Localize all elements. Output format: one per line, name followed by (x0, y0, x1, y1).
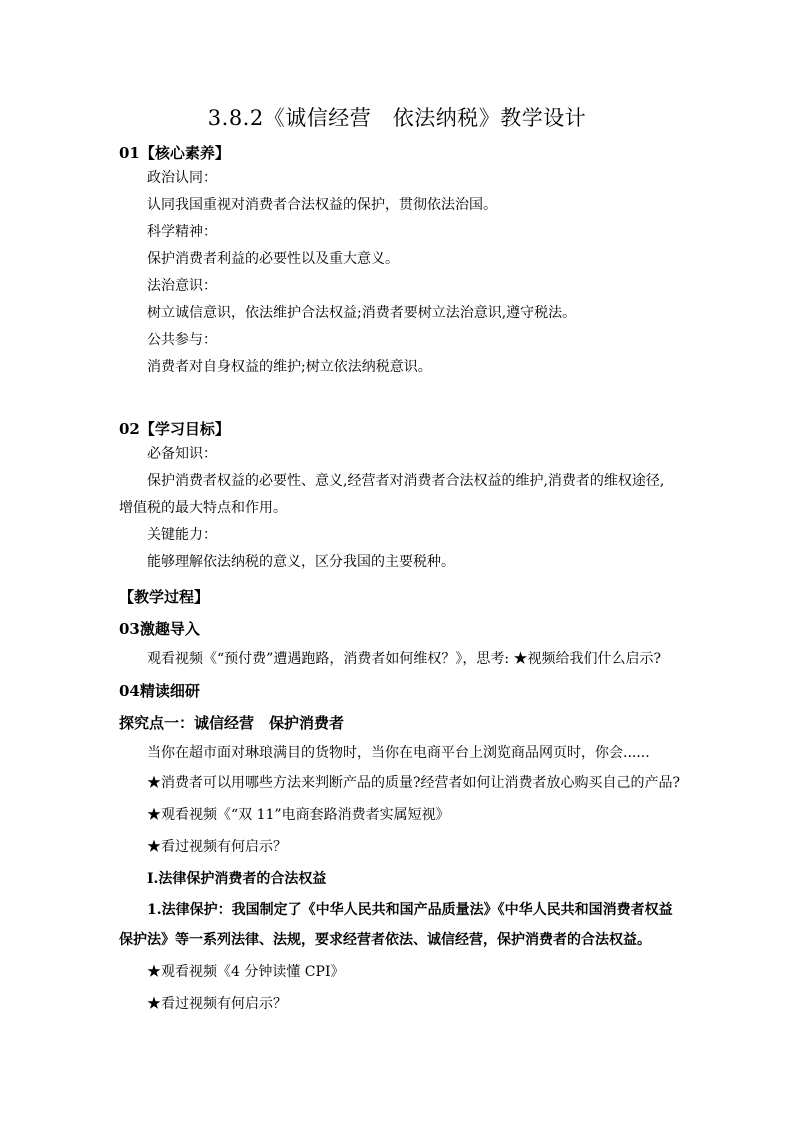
paragraph: 必备知识： (147, 446, 217, 462)
paragraph-bold: 保护法》等一系列法律、法规，要求经营者依法、诚信经营，保护消费者的合法权益。 (119, 932, 651, 948)
section-heading-learning-goals: 02【学习目标】 (119, 420, 230, 438)
section-heading-teaching-process: 【教学过程】 (119, 588, 210, 606)
paragraph: 树立诚信意识，依法维护合法权益;消费者要树立法治意识,遵守税法。 (147, 305, 577, 321)
paragraph: ★消费者可以用哪些方法来判断产品的质量?经营者如何让消费者放心购买自己的产品? (147, 775, 681, 791)
subsection-heading: Ⅰ.法律保护消费者的合法权益 (147, 871, 327, 887)
paragraph: 政治认同： (147, 170, 217, 186)
paragraph: 消费者对自身权益的维护;树立依法纳税意识。 (147, 359, 432, 375)
paragraph: 法治意识： (147, 278, 217, 294)
paragraph: 观看视频《“预付费”遭遇跑路，消费者如何维权？》，思考: ★视频给我们什么启示? (147, 651, 661, 667)
paragraph: 公共参与： (147, 332, 217, 348)
paragraph: ★看过视频有何启示？ (147, 996, 287, 1012)
paragraph: 保护消费者利益的必要性以及重大意义。 (147, 251, 399, 267)
section-heading-intro: 03激趣导入 (119, 620, 200, 638)
paragraph: ★观看视频《4 分钟读懂 CPI》 (147, 964, 345, 980)
paragraph: 能够理解依法纳税的意义，区分我国的主要税种。 (147, 554, 455, 570)
document-title: 3.8.2《诚信经营 依法纳税》教学设计 (207, 106, 587, 130)
paragraph: 科学精神： (147, 224, 217, 240)
paragraph: 关键能力： (147, 527, 217, 543)
section-heading-study: 04精读细研 (119, 682, 200, 700)
paragraph: 增值税的最大特点和作用。 (119, 500, 287, 516)
paragraph: 当你在超市面对琳琅满目的货物时，当你在电商平台上浏览商品网页时，你会...... (147, 745, 650, 761)
paragraph-bold: 1.法律保护：我国制定了《中华人民共和国产品质量法》《中华人民共和国消费者权益 (147, 902, 673, 918)
paragraph: 保护消费者权益的必要性、意义,经营者对消费者合法权益的维护,消费者的维权途径, (147, 473, 665, 489)
explore-heading: 探究点一：诚信经营 保护消费者 (119, 714, 345, 732)
section-heading-core-literacy: 01【核心素养】 (119, 144, 230, 162)
paragraph: ★看过视频有何启示？ (147, 839, 287, 855)
paragraph: ★观看视频《“双 11”电商套路消费者实属短视》 (147, 807, 450, 823)
paragraph: 认同我国重视对消费者合法权益的保护，贯彻依法治国。 (147, 197, 497, 213)
